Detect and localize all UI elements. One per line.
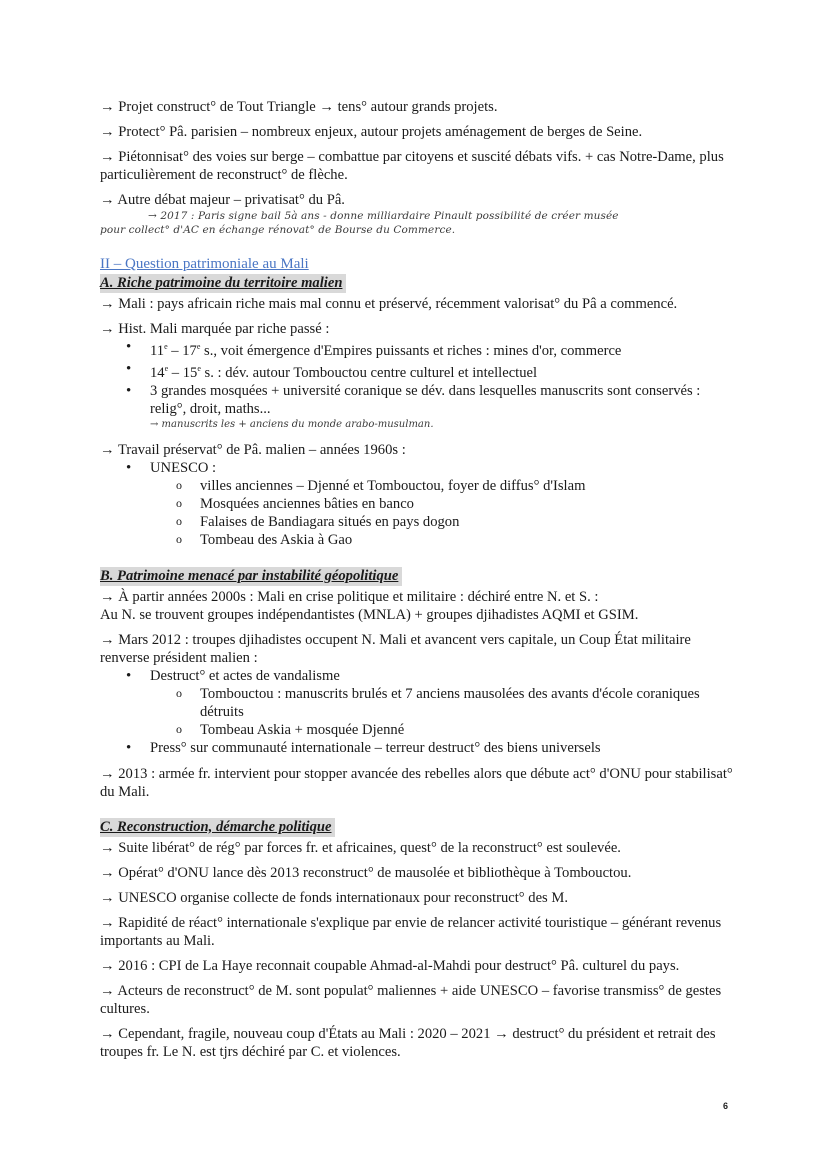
paragraph: → Travail préservat° de Pâ. malien – années 1960s : <box>100 441 406 458</box>
paragraph: → Projet construct° de Tout Triangle → tens° autour grands projets. <box>100 99 498 115</box>
subsection-heading-c: C. Reconstruction, démarche politique <box>100 818 335 837</box>
paragraph: → Acteurs de reconstruct° de M. sont populat° maliennes + aide UNESCO – favorise transmiss° de gestes cultures. <box>100 982 722 1017</box>
bullet-list <box>100 459 740 549</box>
list-item: • 14e – 15e s. : dév. autour Tombouctou centre culturel et intellectuel <box>126 360 740 382</box>
paragraph: → Autre débat majeur – privatisat° du Pâ. <box>100 192 345 208</box>
sub-list-item: o Mosquées anciennes bâties en banco <box>176 495 740 513</box>
paragraph: → Cependant, fragile, nouveau coup d'États au Mali : 2020 – 2021 → destruct° du président et retrait des troupes fr. Le N. est tjrs déchiré par C. et violences. <box>100 1025 716 1060</box>
list-item: • UNESCO : o villes anciennes – Djenné et Tombouctou, foyer de diffus° d'Islam o Mosquées anciennes bâties en banco o Falaises de Bandiagara situés en pays dogon o Tombeau des Askia à Gao <box>126 459 740 549</box>
handwritten-note-line: → 2017 : Paris signe bail 5à ans - donne milliardaire Pinault possibilité de créer musée <box>148 210 619 222</box>
bullet-list <box>100 667 740 757</box>
page-number: 6 <box>723 1101 729 1111</box>
paragraph: → 2013 : armée fr. intervient pour stopper avancée des rebelles alors que débute act° d'ONU pour stabilisat° du Mali. <box>100 765 733 800</box>
subsection-heading-b: B. Patrimoine menacé par instabilité géopolitique <box>100 567 402 586</box>
paragraph: → Protect° Pâ. parisien – nombreux enjeux, autour projets aménagement de berges de Seine. <box>100 124 643 140</box>
paragraph: → Mali : pays africain riche mais mal connu et préservé, récemment valorisat° du Pâ a commencé. <box>100 296 678 312</box>
paragraph: → UNESCO organise collecte de fonds internationaux pour reconstruct° des M. <box>100 889 568 906</box>
paragraph: → Opérat° d'ONU lance dès 2013 reconstruct° de mausolée et bibliothèque à Tombouctou. <box>100 864 632 881</box>
paragraph: → 2016 : CPI de La Haye reconnait coupable Ahmad-al-Mahdi pour destruct° Pâ. culturel du pays. <box>100 957 680 974</box>
sub-list-item: o Tombouctou : manuscrits brulés et 7 anciens mausolées des avants d'école coraniques détruits <box>176 685 740 721</box>
handwritten-note <box>100 209 740 237</box>
sub-list-item: o Tombeau Askia + mosquée Djenné <box>176 721 740 739</box>
list-item: • Press° sur communauté internationale – terreur destruct° des biens universels <box>126 739 740 757</box>
bullet-list <box>100 338 740 431</box>
sub-list-item: o Tombeau des Askia à Gao <box>176 531 740 549</box>
paragraph: → Piétonnisat° des voies sur berge – combattue par citoyens et suscité débats vifs. + cas Notre-Dame, plus particulièrement de reconstruct° de flèche. <box>100 149 724 183</box>
list-item: • Destruct° et actes de vandalisme o Tombouctou : manuscrits brulés et 7 anciens mausolées des avants d'école coraniques détruits o Tombeau Askia + mosquée Djenné <box>126 667 740 739</box>
handwritten-note-line: pour collect° d'AC en échange rénovat° de Bourse du Commerce. <box>100 224 456 236</box>
subsection-heading-a: A. Riche patrimoine du territoire malien <box>100 274 346 293</box>
section-heading: II – Question patrimoniale au Mali <box>100 256 309 272</box>
sub-list-item: o villes anciennes – Djenné et Tombouctou, foyer de diffus° d'Islam <box>176 477 740 495</box>
list-item: • 11e – 17e s., voit émergence d'Empires puissants et riches : mines d'or, commerce <box>126 338 740 360</box>
handwritten-note: → manuscrits les + anciens du monde arabo-musulman. <box>150 418 434 430</box>
document-page <box>100 98 740 1068</box>
sub-list <box>150 477 740 549</box>
list-item: • 3 grandes mosquées + université coranique se dév. dans lesquelles manuscrits sont conservés : relig°, droit, maths... → manuscrits les + anciens du monde arabo-musulman. <box>126 382 740 431</box>
sub-list-item: o Falaises de Bandiagara situés en pays dogon <box>176 513 740 531</box>
paragraph: → À partir années 2000s : Mali en crise politique et militaire : déchiré entre N. et S. : Au N. se trouvent groupes indépendantistes (MNLA) + groupes djihadistes AQMI et GSIM. <box>100 588 639 623</box>
paragraph: → Suite libérat° de rég° par forces fr. et africaines, quest° de la reconstruct° est soulevée. <box>100 839 621 856</box>
paragraph: → Mars 2012 : troupes djihadistes occupent N. Mali et avancent vers capitale, un Coup État militaire renverse président malien : <box>100 631 691 666</box>
paragraph: → Rapidité de réact° internationale s'explique par envie de relancer activité touristique – générant revenus importants au Mali. <box>100 914 722 949</box>
sub-list <box>150 685 740 739</box>
paragraph: → Hist. Mali marquée par riche passé : <box>100 321 330 337</box>
